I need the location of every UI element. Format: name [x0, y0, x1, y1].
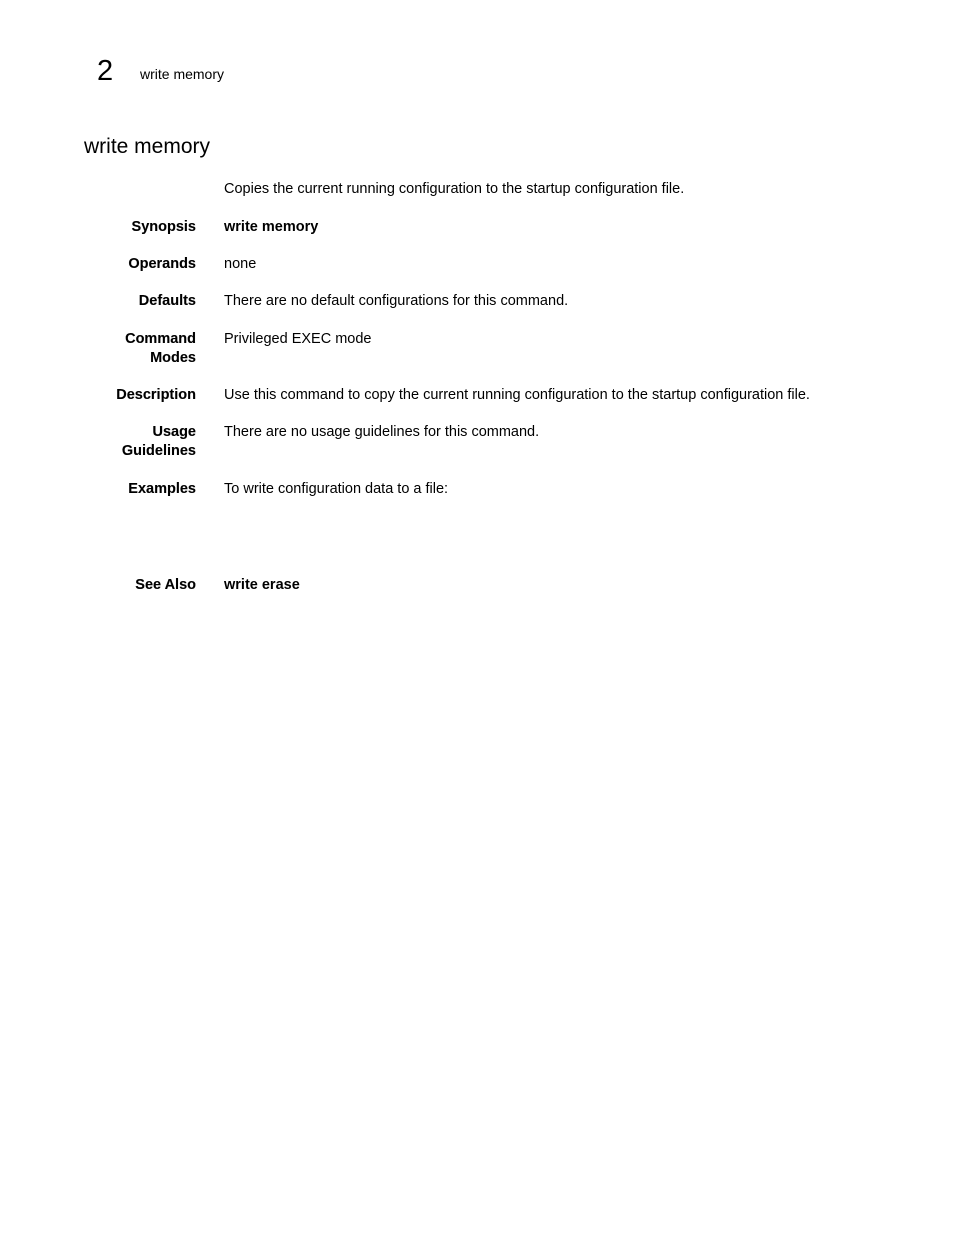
description-value: Use this command to copy the current running configuration to the startup configuration file.: [224, 387, 810, 403]
see-also-link[interactable]: write erase: [224, 577, 300, 593]
synopsis-value: write memory: [224, 219, 319, 235]
defaults-value: There are no default configurations for this command.: [224, 293, 569, 309]
defaults-label: Defaults: [138, 293, 196, 309]
synopsis-label: Synopsis: [131, 219, 196, 235]
examples-value: To write configuration data to a file:: [224, 481, 449, 497]
usage-guidelines-label-line2: Guidelines: [121, 443, 196, 459]
command-modes-label: [70, 330, 196, 368]
command-summary: Copies the current running configuration to the startup configuration file.: [224, 181, 685, 197]
description-label: Description: [116, 387, 196, 403]
operands-label: Operands: [128, 256, 196, 272]
running-head: write memory: [140, 66, 225, 82]
command-modes-label-line1: Command: [125, 331, 196, 347]
command-modes-label-line2: Modes: [150, 350, 196, 366]
usage-guidelines-label-line1: Usage: [152, 424, 196, 440]
chapter-number: 2: [97, 55, 114, 87]
see-also-label: See Also: [135, 577, 196, 593]
usage-guidelines-value: There are no usage guidelines for this command.: [224, 424, 540, 440]
operands-value: none: [224, 256, 257, 272]
command-modes-value: Privileged EXEC mode: [224, 331, 372, 347]
section-title: write memory: [84, 135, 211, 158]
examples-label: Examples: [128, 481, 196, 497]
page-header: [97, 52, 497, 92]
usage-guidelines-label: [70, 423, 196, 461]
